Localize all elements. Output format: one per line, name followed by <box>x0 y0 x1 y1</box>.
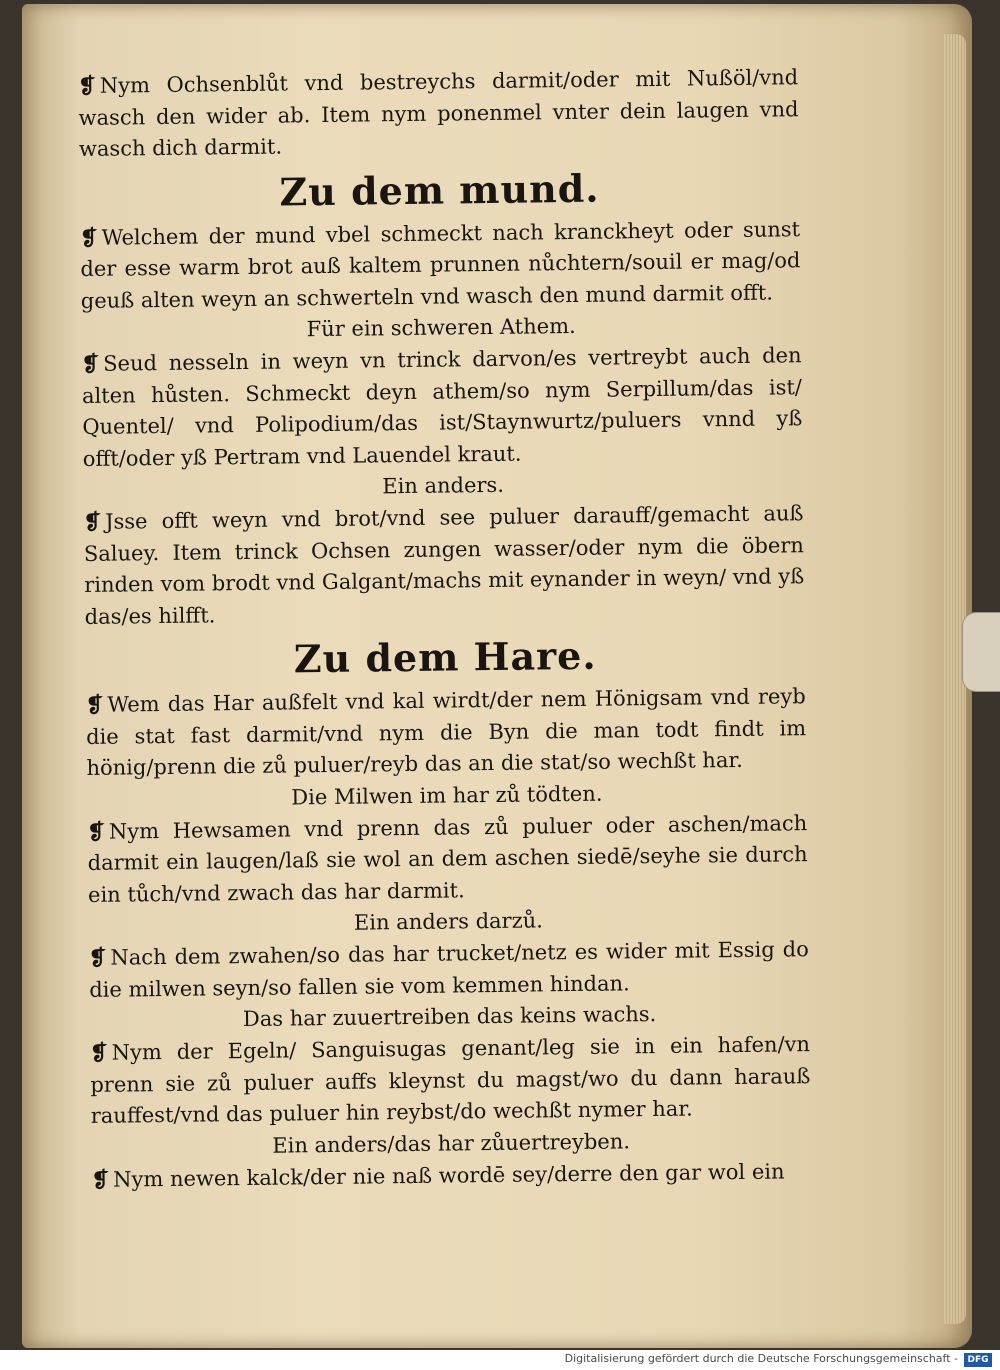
recipe-paragraph <box>78 61 799 165</box>
recipe-paragraph <box>81 339 802 475</box>
paragraph-text: Seud nesseln in weyn vn trinck darvon/es vertreybt auch den alten hůsten. Schmeckt deyn athem/so nym Serpillum/das ist/ Quentel/ vnd Polipodium/das ist/Staynwurtz/puluers vnnd yß offt/oder yß Pertram vnd Lauendel kraut. <box>81 343 803 471</box>
pilcrow-mark: ❡ <box>83 508 102 534</box>
paragraph-text: Nach dem zwahen/so das har trucket/netz es wider mit Essig do die milwen seyn/so fallen sie vom kemmen hindan. <box>89 937 809 1002</box>
recipe-title: Die Milwen im har zů tödten. <box>291 781 603 809</box>
pilcrow-mark: ❡ <box>91 1166 110 1192</box>
pilcrow-mark: ❡ <box>87 818 106 844</box>
paragraph-text: Nym newen kalck/der nie naß wordē sey/derre den gar wol ein <box>113 1158 785 1192</box>
page-text <box>78 61 812 1196</box>
footer-bar <box>0 1350 1000 1370</box>
pilcrow-mark: ❡ <box>85 691 104 717</box>
section-heading: Zu dem Hare. <box>293 632 597 682</box>
pilcrow-mark: ❡ <box>81 350 100 376</box>
paragraph-text: Nym Ochsenblůt vnd bestreychs darmit/oder mit Nußöl/vnd wasch den wider ab. Item nym ponenmel vnter dein laugen vnd wasch dich darmit. <box>78 65 799 161</box>
recipe-paragraph <box>80 213 801 317</box>
paragraph-text: Wem das Har außfelt vnd kal wirdt/der nem Hönigsam vnd reyb die stat fast darmit/vnd nym die Byn die man todt findt im hönig/prenn die zů puluer/reyb das an die stat/so wechßt har. <box>85 684 807 780</box>
paragraph-text: Nym der Egeln/ Sanguisugas genant/leg sie in ein hafen/vn prenn sie zů puluer auffs kleynst du magst/wo du dann harauß rauffest/vnd das puluer hin reybst/do wechßt nymer har. <box>90 1032 811 1128</box>
paragraph-text: Nym Hewsamen vnd prenn das zů puluer oder aschen/mach darmit ein laugen/laß sie wol an dem aschen siedē/seyhe sie durch ein tůch/vnd zwach das har darmit. <box>87 810 808 907</box>
page-tab <box>962 612 1000 692</box>
recipe-paragraph <box>89 933 810 1006</box>
recipe-title: Ein anders. <box>382 472 505 499</box>
dfg-logo: DFG <box>964 1353 992 1367</box>
pilcrow-mark: ❡ <box>79 224 98 250</box>
pilcrow-mark: ❡ <box>78 72 96 98</box>
recipe-paragraph <box>90 1028 811 1132</box>
section-heading: Zu dem mund. <box>279 165 600 215</box>
recipe-paragraph <box>83 497 804 633</box>
pilcrow-mark: ❡ <box>88 944 107 970</box>
recipe-title: Für ein schweren Athem. <box>306 313 576 342</box>
paragraph-text: Welchem der mund vbel schmeckt nach kranckheyt oder sunst der esse warm brot auß kaltem prunnen nůchtern/souil er mag/od geuß alten weyn an schwerteln vnd wasch den mund darmit offt. <box>80 216 801 313</box>
pilcrow-mark: ❡ <box>89 1039 108 1065</box>
paragraph-text: Jsse offt weyn vnd brot/vnd see puluer darauff/gemacht auß Saluey. Item trinck Ochsen zungen wasser/oder nym die öbern rinden vom brodt vnd Galgant/machs mit eynander in weyn/ vnd yß das/es hilfft. <box>83 501 805 629</box>
recipe-paragraph <box>86 680 807 784</box>
footer-credit: Digitalisierung gefördert durch die Deutsche Forschungsgemeinschaft - <box>564 1352 958 1365</box>
recipe-paragraph <box>87 807 808 911</box>
recipe-title: Das har zuuertreiben das keins wachs. <box>242 1002 657 1032</box>
recipe-title: Ein anders darzů. <box>353 908 544 935</box>
recipe-title: Ein anders/das har zůuertreyben. <box>272 1128 631 1158</box>
